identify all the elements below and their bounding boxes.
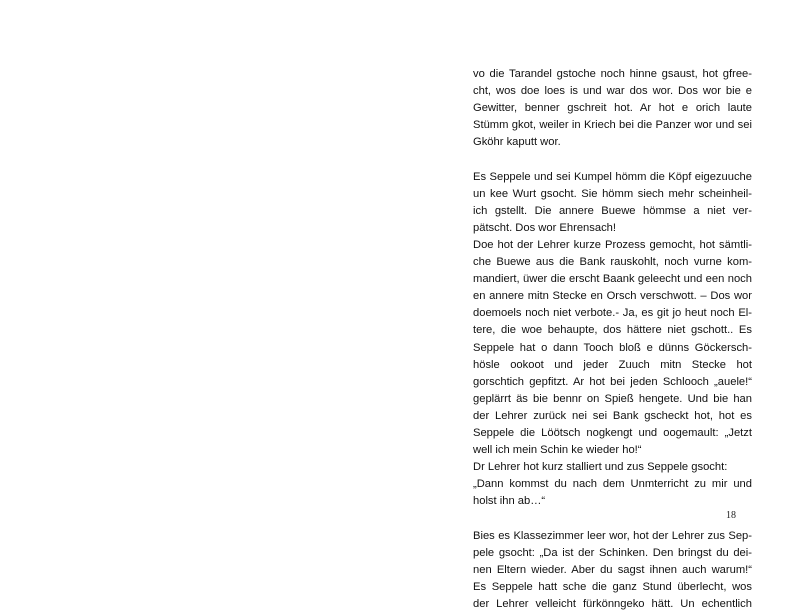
text-line: Es Seppele und sei Kumpel hömm die Köpf eigezuuche	[473, 170, 752, 183]
text-line: Es Seppele hatt sche die ganz Stund überlecht, wos	[473, 580, 752, 593]
text-line: der Lehrer zurück nei sei Bank gscheckt hot, hot es	[473, 409, 752, 422]
text-line: pätscht. Dos wor Ehrensach!	[473, 221, 617, 234]
text-line: che Buewe aus die Bank rauskohlt, noch vurne kom-	[473, 256, 752, 269]
text-line: der Lehrer velleicht fürkönngeko hätt. Un echentlich	[473, 597, 752, 610]
text-line: geplärrt äs bie bennr on Spieß hengete. Und bie han	[473, 392, 752, 405]
paragraph-3	[473, 528, 752, 613]
text-line: hösle ookoot und jeder Zuuch mitn Stecke hot	[473, 358, 752, 371]
text-line: mandiert, üwer die erscht Baank geleecht und een noch	[473, 273, 752, 286]
text-line: ich gstellt. Die annere Buewe hömmse a niet ver-	[473, 204, 752, 217]
text-line: Bies es Klassezimmer leer wor, hot der Lehrer zus Sep-	[473, 529, 752, 542]
text-line: holst ihn ab…“	[473, 495, 546, 508]
text-line: doemoels noch niet verbote.- Ja, es git jo heut noch El-	[473, 307, 752, 320]
text-line: pele gsocht: „Da ist der Schinken. Den bringst du dei-	[473, 546, 752, 559]
text-line: Doe hot der Lehrer kurze Prozess gemocht, hot sämtli-	[473, 238, 752, 251]
text-line: well ich mein Schin ke wieder ho!“	[473, 444, 642, 457]
text-line: un kee Wurt gsocht. Sie hömm siech mehr scheinheil-	[473, 187, 752, 200]
text-line: Seppele hat o dann Tooch bloß e dünns Göckersch-	[473, 341, 752, 354]
text-line: en annere mitn Stecke en Orsch verschwott. – Dos wor	[473, 290, 752, 303]
text-line: Gköhr kaputt wor.	[473, 136, 561, 149]
paragraph-2	[473, 169, 752, 511]
text-line: cht, wos doe loes is und war dos wor. Dos wor bie e	[473, 85, 752, 98]
paragraph-spacer	[473, 510, 752, 527]
text-line: tere, die woe behaupte, dos hättere niet gschott.. Es	[473, 324, 752, 337]
text-line: Dr Lehrer hot kurz stalliert und zus Seppele gsocht:	[473, 461, 728, 474]
text-line: gorschtich gepfitzt. Ar hot bei jeden Schlooch „auele!“	[473, 375, 752, 388]
book-page-text	[473, 66, 752, 613]
text-line: nen Eltern wieder. Aber du sagst ihnen auch warum!“	[473, 563, 752, 576]
text-line: „Dann kommst du nach dem Unmterricht zu mir und	[473, 478, 752, 491]
page-number: 18	[726, 510, 736, 521]
paragraph-1	[473, 66, 752, 151]
text-line: Seppele die Löötsch nogkengt und oogemault: „Jetzt	[473, 426, 752, 439]
text-line: vo die Tarandel gstoche noch hinne gsaust, hot gfree-	[473, 68, 752, 80]
text-line: Gewitter, benner gschreit hot. Ar hot e orich laute	[473, 102, 752, 115]
text-line: Stümm gkot, weiler in Kriech bei die Panzer wor und sei	[473, 119, 752, 132]
paragraph-spacer	[473, 151, 752, 168]
